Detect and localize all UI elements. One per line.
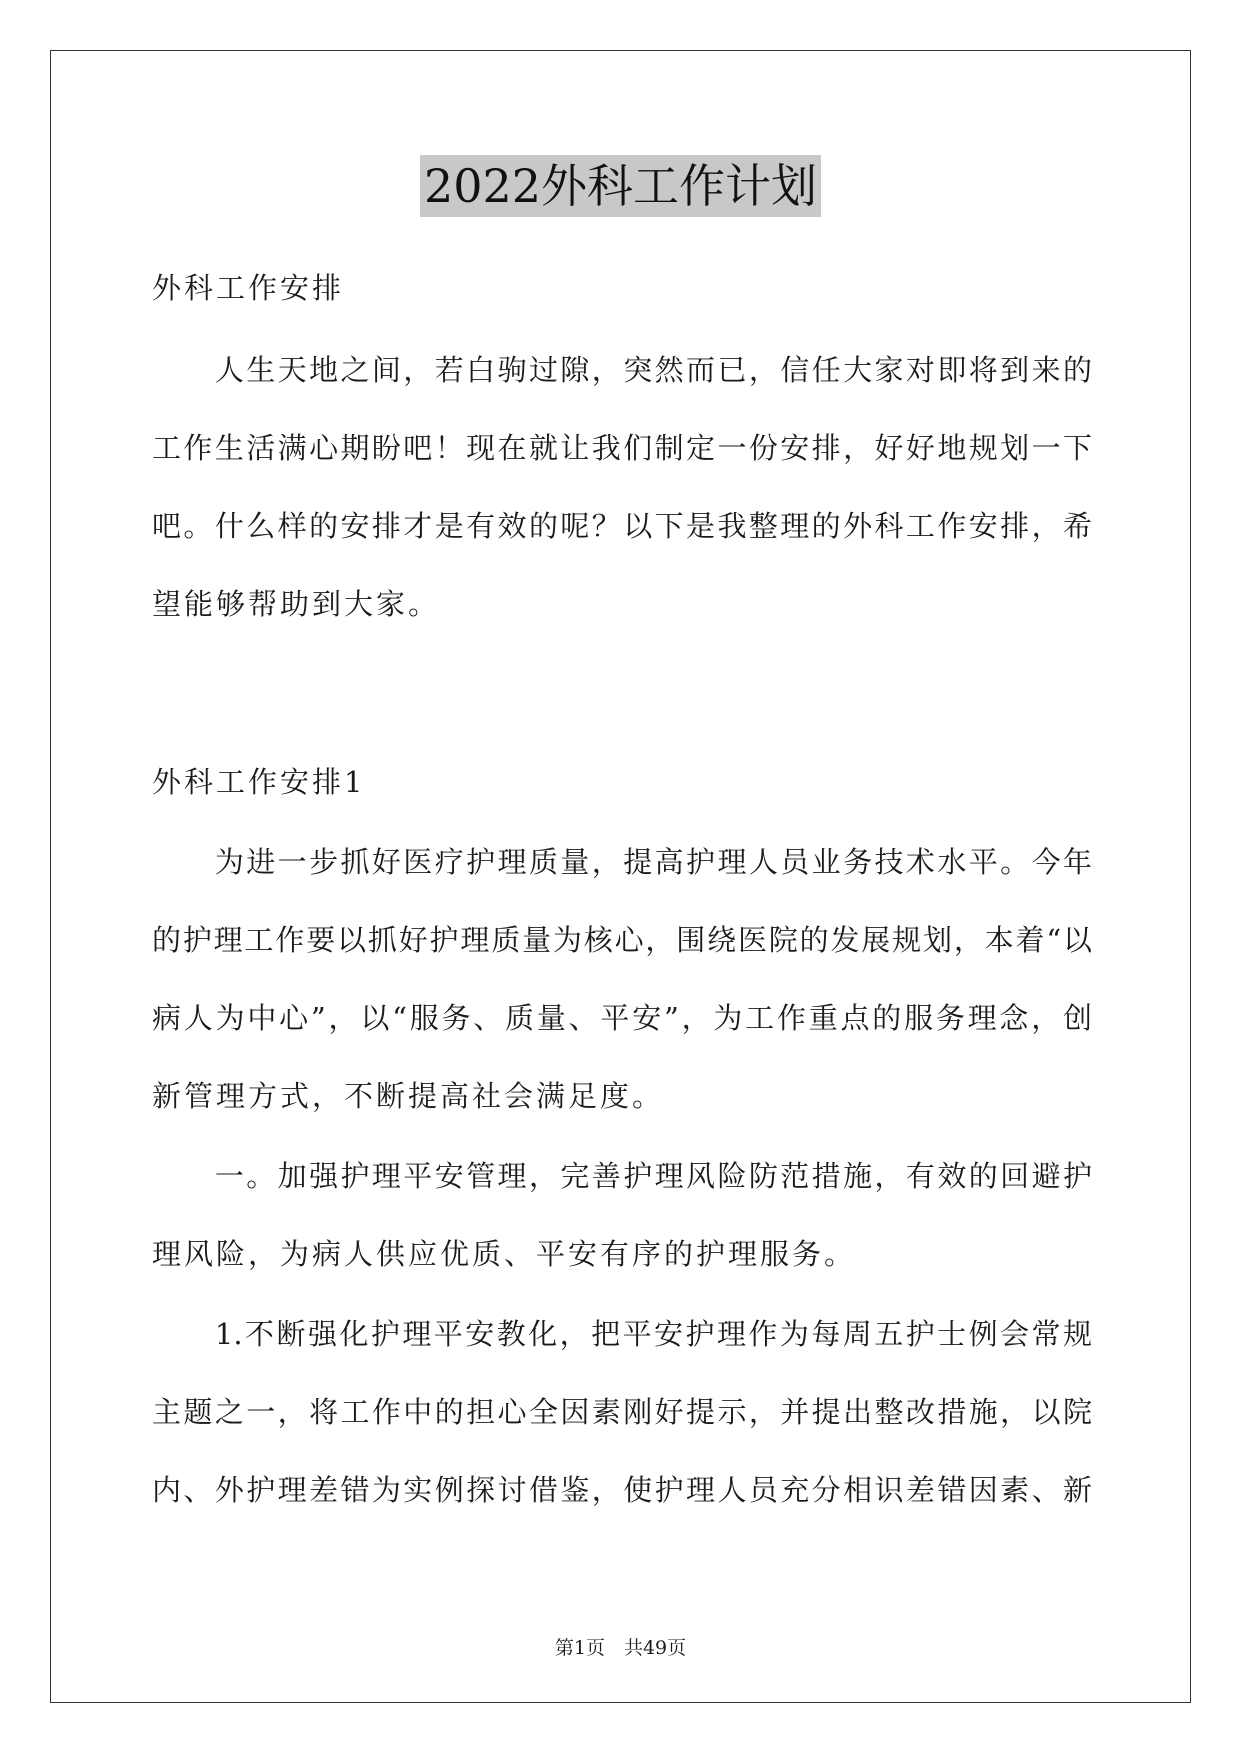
page-footer: 第1页 共49页 — [554, 1637, 687, 1659]
body-line: 病人为中心”，以“服务、质量、平安”，为工作重点的服务理念，创 — [152, 1001, 1092, 1035]
title-container — [0, 155, 1241, 217]
body-line: 吧。什么样的安排才是有效的呢？以下是我整理的外科工作安排，希 — [152, 509, 1092, 543]
section-heading: 外科工作安排 — [152, 271, 345, 305]
body-line: 为进一步抓好医疗护理质量，提高护理人员业务技术水平。今年 — [152, 845, 1092, 879]
body-line: 内、外护理差错为实例探讨借鉴，使护理人员充分相识差错因素、新 — [152, 1473, 1092, 1507]
body-line: 主题之一，将工作中的担心全因素刚好提示，并提出整改措施，以院 — [152, 1395, 1092, 1429]
section-heading: 外科工作安排1 — [152, 765, 366, 799]
body-line: 新管理方式，不断提高社会满足度。 — [152, 1079, 665, 1113]
document-title: 2022外科工作计划 — [420, 155, 821, 217]
body-line: 望能够帮助到大家。 — [152, 587, 441, 621]
body-line: 1.不断强化护理平安教化，把平安护理作为每周五护士例会常规 — [152, 1317, 1092, 1351]
body-line: 理风险，为病人供应优质、平安有序的护理服务。 — [152, 1237, 857, 1271]
body-line: 工作生活满心期盼吧！现在就让我们制定一份安排，好好地规划一下 — [152, 431, 1092, 465]
body-line: 一。加强护理平安管理，完善护理风险防范措施，有效的回避护 — [152, 1159, 1092, 1193]
body-line: 的护理工作要以抓好护理质量为核心，围绕医院的发展规划，本着“以 — [152, 923, 1092, 957]
body-line: 人生天地之间，若白驹过隙，突然而已，信任大家对即将到来的 — [152, 353, 1092, 387]
